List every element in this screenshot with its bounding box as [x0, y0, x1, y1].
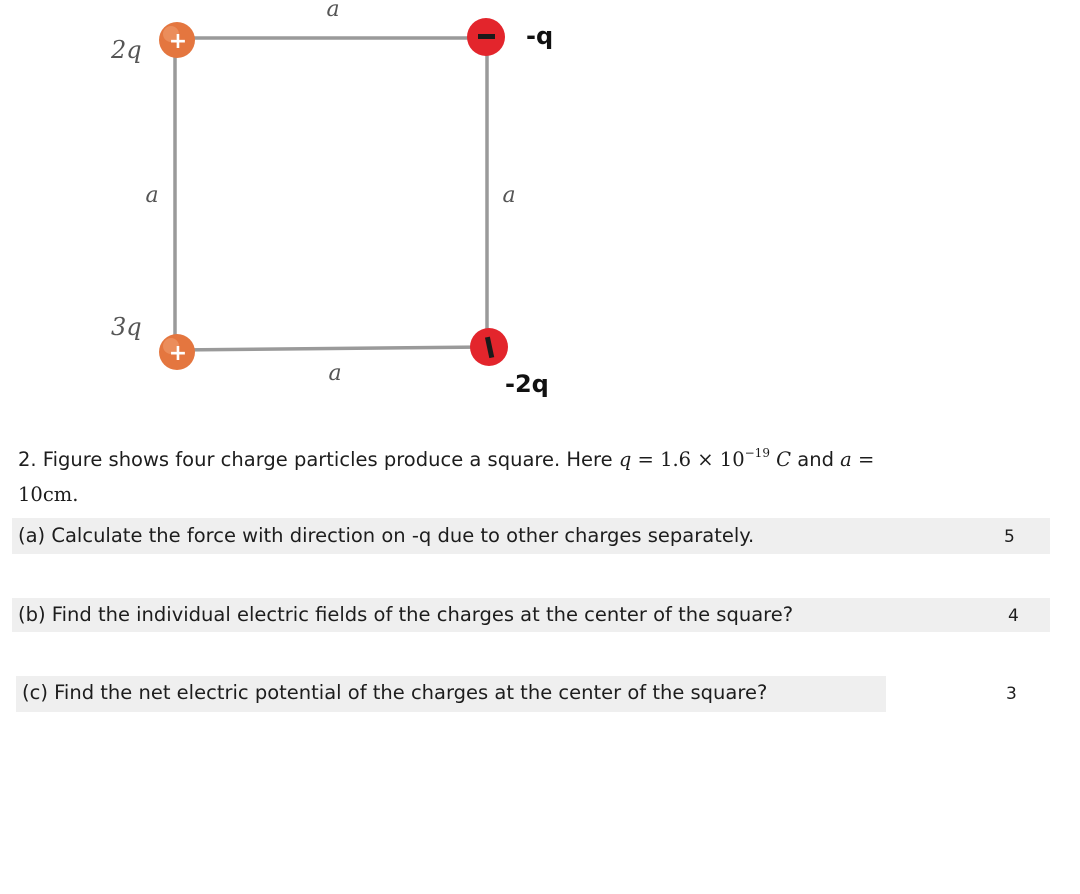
part-a-text: (a) Calculate the force with direction on -q due to other charges separately.	[18, 524, 755, 547]
equals-sign-2: =	[858, 448, 875, 471]
question-intro: 2. Figure shows four charge particles produce a square. Here	[18, 448, 613, 471]
part-b-marks: 4	[1008, 606, 1019, 626]
question-line-2: 10cm.	[18, 483, 79, 506]
bottom-side	[175, 347, 487, 350]
charge-label-bottom-right: -2q	[505, 370, 549, 398]
charge-sign-bottom-left: +	[168, 341, 188, 366]
q-variable: q	[618, 448, 632, 471]
part-a-marks: 5	[1004, 527, 1015, 547]
charge-bottom-left	[159, 334, 195, 370]
equals-sign: =	[637, 448, 654, 471]
part-c-text: (c) Find the net electric potential of the charges at the center of the square?	[22, 681, 768, 704]
charge-label-top-left: 2q	[111, 36, 142, 64]
charge-sign-top-left: +	[168, 29, 188, 54]
side-label-right: a	[502, 183, 516, 208]
charge-label-top-right: -q	[526, 22, 554, 50]
charge-square-figure	[0, 0, 1080, 420]
side-label-top: a	[326, 0, 340, 22]
charge-label-bottom-left: 3q	[111, 313, 142, 341]
q-exponent: −19	[744, 446, 770, 460]
a-variable: a	[840, 448, 852, 471]
and-word: and	[797, 448, 834, 471]
charge-top-left	[159, 22, 195, 58]
side-label-left: a	[145, 183, 159, 208]
question-math	[619, 448, 797, 471]
charge-top-right	[467, 18, 505, 56]
part-b-text: (b) Find the individual electric fields of the charges at the center of the square?	[18, 603, 794, 626]
charge-bottom-right	[470, 328, 508, 366]
part-c-marks: 3	[1006, 684, 1017, 704]
question-line-1	[18, 446, 874, 471]
q-unit: C	[776, 448, 792, 471]
side-label-bottom: a	[328, 361, 342, 386]
q-mantissa: 1.6 × 10	[660, 448, 745, 471]
